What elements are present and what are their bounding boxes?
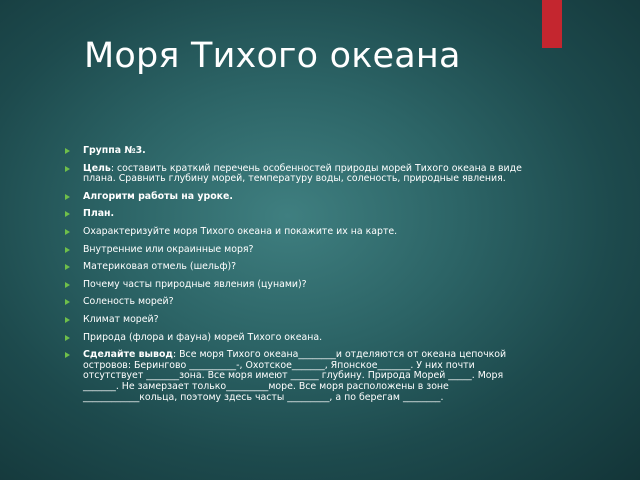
item-text: Соленость морей? xyxy=(83,296,174,308)
bullet-arrow-icon xyxy=(65,194,70,200)
list-item xyxy=(65,146,535,157)
item-text: Природа (флора и фауна) морей Тихого океана. xyxy=(83,331,323,343)
list-item xyxy=(65,333,535,344)
list-item xyxy=(65,209,535,220)
bullet-arrow-icon xyxy=(65,211,70,217)
bullet-arrow-icon xyxy=(65,229,70,235)
item-text: Материковая отмель (шельф)? xyxy=(83,261,237,273)
bullet-arrow-icon xyxy=(65,247,70,253)
list-item xyxy=(65,227,535,238)
bullet-arrow-icon xyxy=(65,352,70,358)
item-bold-text: Цель xyxy=(83,162,111,174)
bullet-arrow-icon xyxy=(65,282,70,288)
bullet-arrow-icon xyxy=(65,166,70,172)
bullet-arrow-icon xyxy=(65,264,70,270)
item-bold-text: Сделайте вывод xyxy=(83,349,173,361)
list-item xyxy=(65,315,535,326)
item-text: : Все моря Тихого океана________и отделяются от океана цепочкой островов: Берингово __________-, Охотское_______, Японское_______. У них почти отсутствует _______зона. Все моря имеют ______ глубину. Природа Морей _____. Моря _______. Не замерзает только_________море. Все моря расположены в зоне ____________кольца, поэтому здесь часты _________, а по берегам ________. xyxy=(83,349,507,403)
item-bold-text: Алгоритм работы на уроке. xyxy=(83,190,233,202)
item-text: Внутренние или окраинные моря? xyxy=(83,243,254,255)
item-text: Климат морей? xyxy=(83,313,159,325)
item-bold-text: План. xyxy=(83,208,115,220)
item-bold-text: Группа №3. xyxy=(83,145,146,156)
list-item xyxy=(65,350,535,403)
accent-bar xyxy=(542,0,562,48)
list-item xyxy=(65,245,535,256)
list-item xyxy=(65,280,535,291)
slide-title: Моря Тихого океана xyxy=(84,36,461,76)
bullet-arrow-icon xyxy=(65,148,70,154)
list-item xyxy=(65,192,535,203)
item-text: Почему часты природные явления (цунами)? xyxy=(83,278,307,290)
bullet-arrow-icon xyxy=(65,335,70,341)
list-item xyxy=(65,262,535,273)
bullet-arrow-icon xyxy=(65,317,70,323)
slide-content xyxy=(65,146,535,410)
list-item xyxy=(65,164,535,185)
list-item xyxy=(65,297,535,308)
bullet-arrow-icon xyxy=(65,299,70,305)
item-text: Охарактеризуйте моря Тихого океана и покажите их на карте. xyxy=(83,225,398,237)
item-text: : составить краткий перечень особенностей природы морей Тихого океана в виде плана. Сравнить глубину морей, температуру воды, соленость, природные явления. xyxy=(83,162,522,185)
